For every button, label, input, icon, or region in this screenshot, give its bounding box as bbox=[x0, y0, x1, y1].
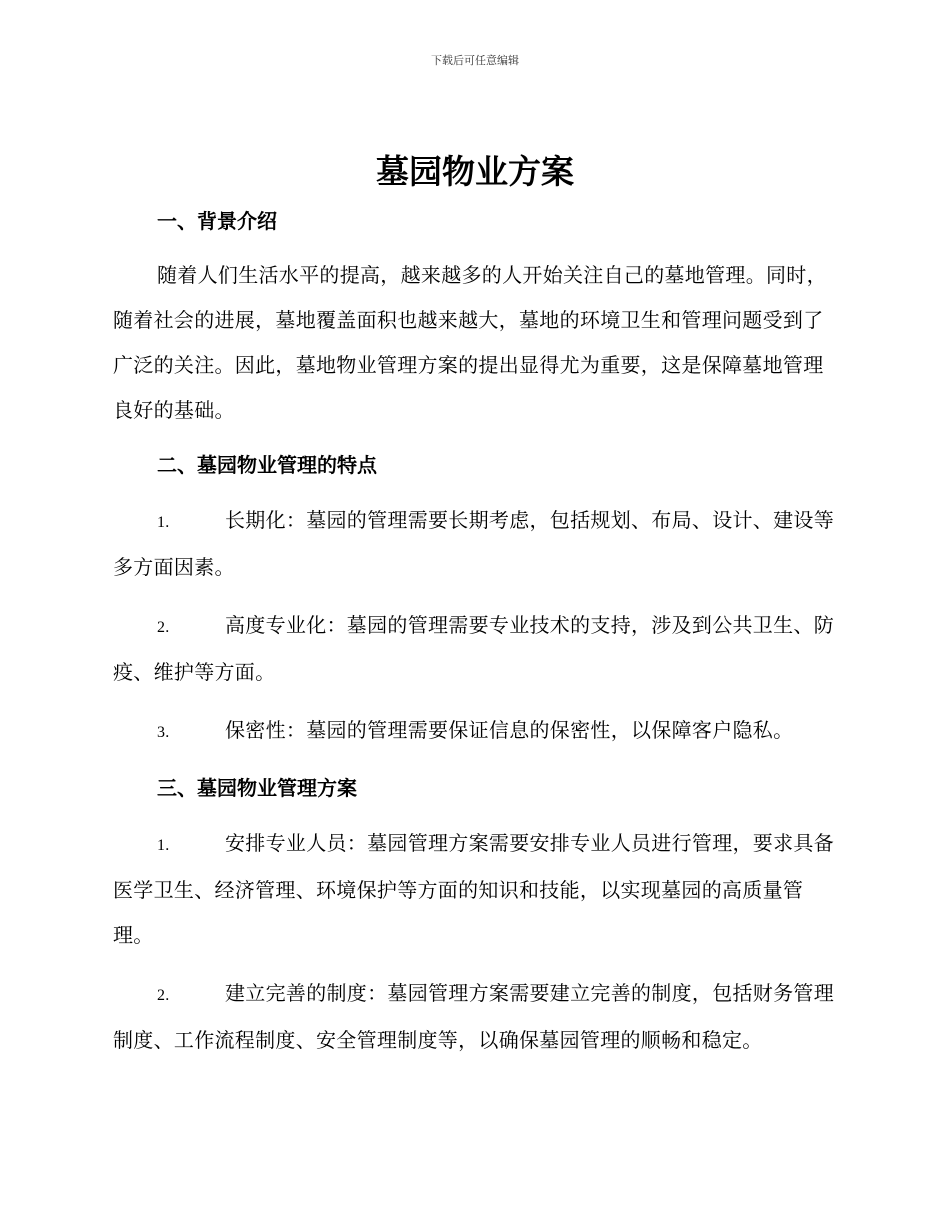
list-item-text: 安排专业人员：墓园管理方案需要安排专业人员进行管理，要求具备医学卫生、经济管理、环境保护等方面的知识和技能，以实现墓园的高质量管理。 bbox=[113, 831, 834, 947]
list-item bbox=[113, 603, 835, 695]
list-item-text: 保密性：墓园的管理需要保证信息的保密性，以保障客户隐私。 bbox=[225, 718, 794, 742]
list-item-number: 1. bbox=[157, 837, 170, 854]
list-item-text: 建立完善的制度：墓园管理方案需要建立完善的制度，包括财务管理制度、工作流程制度、安全管理制度等，以确保墓园管理的顺畅和稳定。 bbox=[113, 981, 834, 1052]
list-item-number: 3. bbox=[157, 724, 170, 741]
section-heading-background: 一、背景介绍 bbox=[157, 209, 277, 233]
list-item bbox=[113, 498, 835, 590]
background-paragraph: 随着人们生活水平的提高，越来越多的人开始关注自己的墓地管理。同时，随着社会的进展，墓地覆盖面积也越来越大，墓地的环境卫生和管理问题受到了广泛的关注。因此，墓地物业管理方案的提出显得尤为重要，这是保障墓地管理良好的基础。 bbox=[113, 263, 827, 422]
section-heading-features: 二、墓园物业管理的特点 bbox=[157, 453, 377, 477]
list-item bbox=[113, 708, 835, 755]
list-item bbox=[113, 821, 835, 958]
header-note: 下载后可任意编辑 bbox=[431, 54, 519, 67]
list-item-number: 1. bbox=[157, 514, 170, 531]
list-item bbox=[113, 971, 835, 1063]
document-body bbox=[113, 201, 835, 1063]
section-heading-plan: 三、墓园物业管理方案 bbox=[157, 776, 357, 800]
list-item-number: 2. bbox=[157, 987, 170, 1004]
document-title: 墓园物业方案 bbox=[376, 152, 574, 191]
list-item-number: 2. bbox=[157, 619, 170, 636]
list-item-text: 高度专业化：墓园的管理需要专业技术的支持，涉及到公共卫生、防疫、维护等方面。 bbox=[113, 613, 834, 684]
list-item-text: 长期化：墓园的管理需要长期考虑，包括规划、布局、设计、建设等多方面因素。 bbox=[113, 508, 834, 579]
